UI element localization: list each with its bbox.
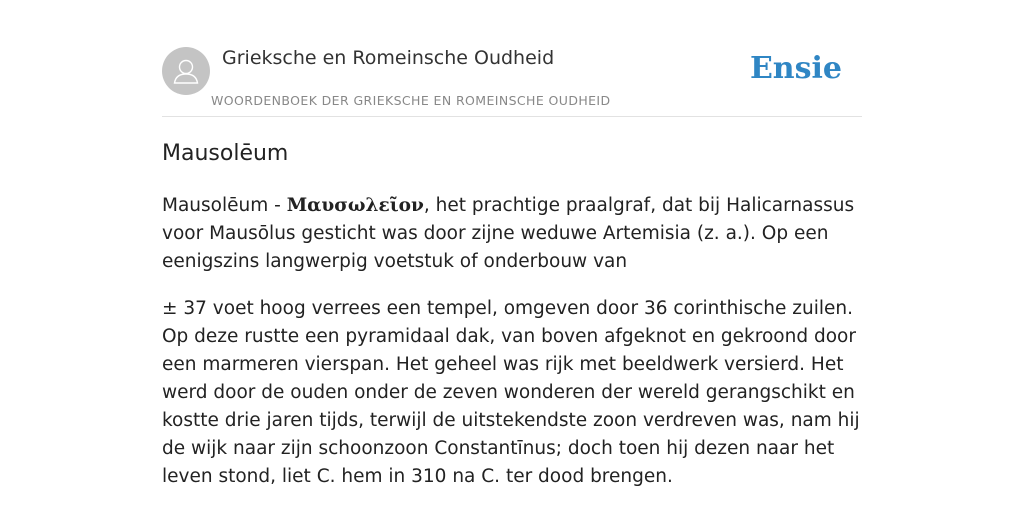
entry-paragraph-2: ± 37 voet hoog verrees een tempel, omgeven door 36 corinthische zuilen. Op deze rustte een pyramidaal dak, van boven afgeknot en gekroond door een marmeren vierspan. Het geheel was rijk met beeldwerk versierd. Het werd door de ouden onder de zeven wonderen der wereld gerangschikt en kostte drie jaren tijds, terwijl de uitstekendste zoon verdreven was, nam hij de wijk naar zijn schoonzoon Constantīnus; doch toen hij dezen naar het leven stond, liet C. hem in 310 na C. ter dood brengen. [162,298,860,487]
dictionary-subtitle: WOORDENBOEK DER GRIEKSCHE EN ROMEINSCHE OUDHEID [211,93,611,108]
user-icon[interactable] [162,47,210,95]
entry-title: Mausolēum [162,141,289,166]
headword-text: Mausolēum - [162,195,287,216]
dictionary-title[interactable]: Grieksche en Romeinsche Oudheid [222,47,555,69]
page-container [162,0,862,487]
entry-paragraph-1 [162,192,862,276]
dictionary-header [162,0,862,117]
ensie-logo[interactable]: Ensie [749,51,842,86]
definition-text: , het prachtige praalgraf, dat bij Halicarnassus voor Mausōlus gesticht was door zijne weduwe Artemisia (z. a.). Op een eenigszins langwerpig voetstuk of onderbouw van [162,195,855,272]
greek-term: Μαυσωλεῖον [286,195,424,216]
